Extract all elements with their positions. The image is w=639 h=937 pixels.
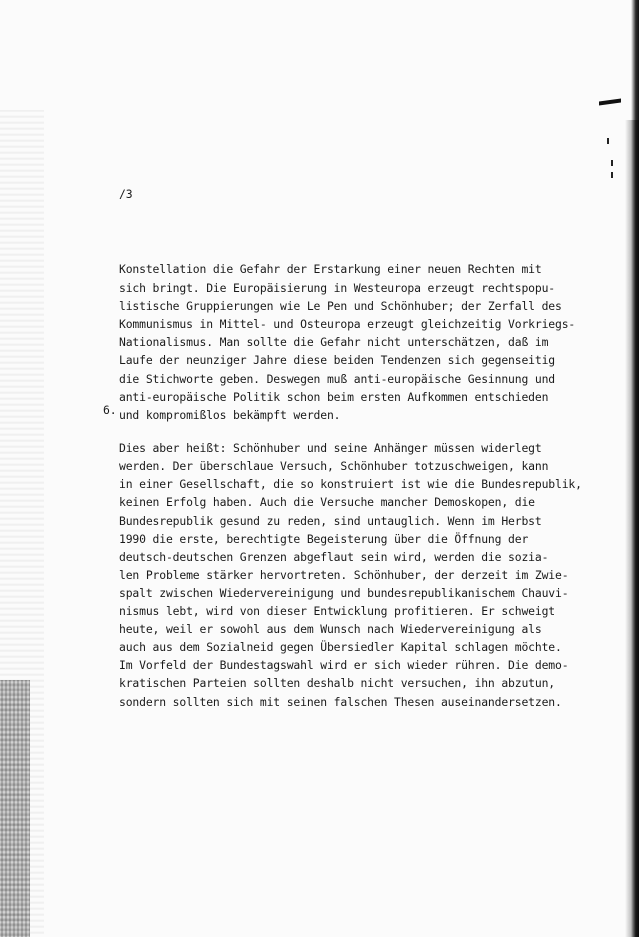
scan-dot (607, 138, 609, 144)
page-number: /3 (119, 187, 133, 201)
text-line: Dies aber heißt: Schönhuber und seine Anhänger müssen widerlegt (119, 441, 542, 456)
scan-mark (599, 98, 621, 105)
text-line: Kommunismus in Mittel- und Osteuropa erzeugt gleichzeitig Vorkriegs- (119, 317, 576, 332)
text-line: 1990 die erste, berechtigte Begeisterung über die Öffnung der (119, 531, 529, 546)
text-line: len Probleme stärker hervortreten. Schönhuber, der derzeit im Zwie- (119, 567, 569, 582)
text-line: die Stichworte geben. Deswegen muß anti-europäische Gesinnung und (119, 371, 556, 386)
list-number: 6. (103, 403, 117, 417)
text-line: Im Vorfeld der Bundestagswahl wird er sich wieder rühren. Die demo- (119, 658, 569, 673)
text-line: heute, weil er sowohl aus dem Wunsch nach Wiedervereinigung als (119, 622, 542, 637)
text-line: spalt zwischen Wiedervereinigung und bundesrepublikanischem Chauvi- (119, 585, 569, 600)
text-line: in einer Gesellschaft, die so konstruiert ist wie die Bundesrepublik, (119, 477, 582, 492)
text-line: Bundesrepublik gesund zu reden, sind untauglich. Wenn im Herbst (119, 513, 542, 528)
text-line: auch aus dem Sozialneid gegen Übersiedler Kapital schlagen möchte. (119, 640, 562, 655)
text-line: keinen Erfolg haben. Auch die Versuche mancher Demoskopen, die (119, 495, 535, 510)
text-line: kratischen Parteien sollten deshalb nicht versuchen, ihn abzutun, (119, 676, 556, 691)
scan-dot (611, 172, 613, 178)
text-line: listische Gruppierungen wie Le Pen und Schönhuber; der Zerfall des (119, 298, 562, 313)
text-line: Laufe der neunziger Jahre diese beiden Tendenzen sich gegenseitig (119, 353, 556, 368)
scan-dot (611, 160, 613, 166)
text-line: Nationalismus. Man sollte die Gefahr nicht unterschätzen, daß im (119, 335, 549, 350)
text-line: deutsch-deutschen Grenzen abgeflaut sein wird, werden die sozia- (119, 549, 549, 564)
text-line: und kompromißlos bekämpft werden. (119, 408, 341, 423)
text-line: nismus lebt, wird von dieser Entwicklung profitieren. Er schweigt (119, 604, 556, 619)
text-line: Konstellation die Gefahr der Erstarkung einer neuen Rechten mit (119, 262, 542, 277)
text-line: sondern sollten sich mit seinen falschen Thesen auseinandersetzen. (119, 694, 562, 709)
text-line: anti-europäische Politik schon beim ersten Aufkommen entschieden (119, 389, 549, 404)
text-line: sich bringt. Die Europäisierung in Westeuropa erzeugt rechtspopu- (119, 280, 556, 295)
text-line: werden. Der überschlaue Versuch, Schönhuber totzuschweigen, kann (119, 459, 549, 474)
scan-edge-left-dark (0, 680, 30, 937)
paragraph (119, 403, 582, 747)
scan-edge-shadow (625, 120, 639, 937)
